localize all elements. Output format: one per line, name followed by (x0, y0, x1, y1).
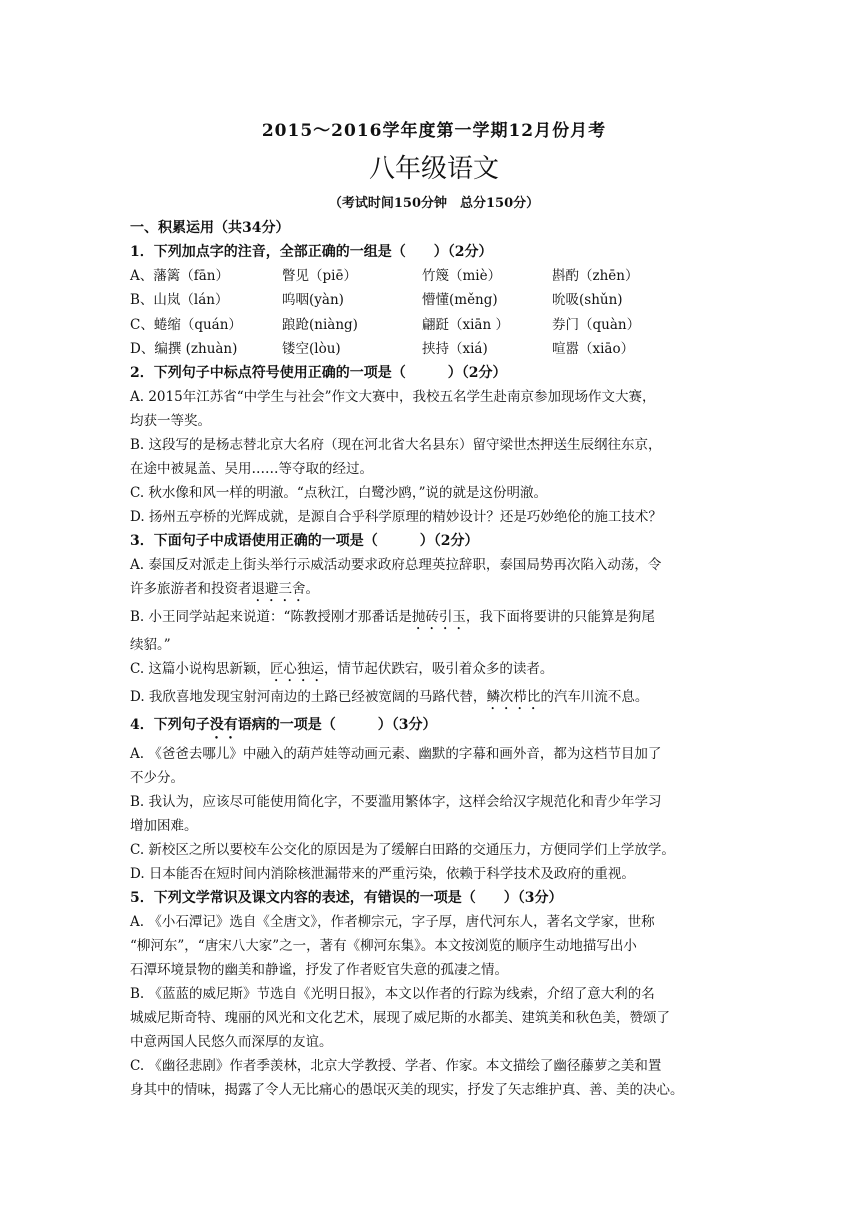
question-5-title: 5．下列文学常识及课文内容的表述，有错误的一项是（ ）（3分） (130, 890, 563, 907)
q3-c-text: C. 这篇小说构思新颖， (130, 661, 270, 678)
exam-page (130, 118, 738, 1102)
q3-a-end: 。 (305, 581, 319, 598)
question-1-title: 1．下列加点字的注音，全部正确的一组是（ ）（2分） (130, 244, 493, 260)
q1-b-4: 吮吸(shǔn) (552, 292, 623, 309)
question-3-title: 3．下面句子中成语使用正确的一项是（ ）（2分） (130, 533, 479, 550)
q2-option-a-line-2: 均获一等奖。 (130, 413, 211, 430)
q4-option-a-line-1: A. 《爸爸去哪儿》中融入的葫芦娃等动画元素、幽默的字幕和画外音，都为这档节目加了 (130, 746, 662, 763)
q4-option-c: C. 新校区之所以要校车公交化的原因是为了缓解白田路的交通压力，方便同学们上学放学。 (130, 842, 675, 859)
q5-option-c-line-1: C. 《幽径悲剧》作者季羡林，北京大学教授、学者、作家。本文描绘了幽径藤萝之美和置 (130, 1058, 662, 1075)
q3-a-text: 许多旅游者和投资者 (130, 581, 252, 598)
q4-title-emphasis: 没有 (209, 717, 238, 734)
q2-option-a-line-1: A. 2015年江苏省“中学生与社会”作文大赛中，我校五名学生赴南京参加现场作文大赛， (130, 389, 656, 406)
q1-c-4: 券门（quàn） (552, 316, 641, 333)
q1-c-3: 翩跹（xiān ） (422, 316, 509, 333)
q5-option-b-line-1: B. 《蓝蓝的威尼斯》节选自《光明日报》，本文以作者的行踪为线索，介绍了意大利的名 (130, 986, 655, 1003)
q3-c-end: ，情节起伏跌宕，吸引着众多的读者。 (323, 661, 554, 678)
q3-d-idiom: 鳞次栉比 (486, 689, 541, 706)
q1-a-2: 瞥见（piē） (282, 268, 357, 284)
q4-option-d: D. 日本能否在短时间内消除核泄漏带来的严重污染，依赖于科学技术及政府的重视。 (130, 866, 635, 883)
q3-option-a-line-2 (130, 577, 738, 605)
q1-option-d-row (130, 337, 738, 361)
q4-option-b-line-1: B. 我认为，应该尽可能使用简化字，不要滥用繁体字，这样会给汉字规范化和青少年学习 (130, 794, 662, 811)
q3-b-idiom: 抛砖引玉 (411, 609, 466, 626)
q3-c-idiom: 匠心独运 (269, 661, 324, 678)
q1-d-3: 挟持（xiá) (422, 340, 488, 357)
q5-option-b-line-3: 中意两国人民悠久而深厚的友谊。 (130, 1034, 333, 1051)
q3-a-idiom: 退避三舍 (251, 581, 306, 598)
q3-d-end: 的汽车川流不息。 (540, 689, 649, 706)
q1-d-4: 喧嚣（xiāo） (552, 340, 635, 357)
q3-option-d (130, 685, 738, 713)
section-title: 一、积累运用（共34分） (130, 220, 290, 236)
q2-option-b-line-1: B. 这段写的是杨志替北京大名府（现在河北省大名县东）留守梁世杰押送生辰纲往东京， (130, 437, 662, 454)
q5-option-c-line-2: 身其中的情味，揭露了令人无比痛心的愚氓灭美的现实，抒发了矢志维护真、善、美的决心。 (130, 1082, 684, 1099)
question-4-title (130, 713, 738, 742)
q1-option-b-row (130, 288, 738, 312)
question-2-title: 2．下列句子中标点符号使用正确的一项是（ ）（2分） (130, 365, 507, 382)
q1-c-1: C、蜷缩（quán） (130, 316, 242, 333)
q3-option-b-line-1 (130, 605, 738, 633)
q5-option-a-line-1: A. 《小石潭记》选自《全唐文》，作者柳宗元，字子厚，唐代河东人，著名文学家，世称 (130, 914, 655, 931)
q3-option-c (130, 657, 738, 685)
q3-d-text: D. 我欣喜地发现宝射河南边的土路已经被宽阔的马路代替， (130, 689, 487, 706)
q1-b-2: 呜咽(yàn) (282, 292, 344, 309)
q2-option-b-line-2: 在途中被晁盖、吴用……等夺取的经过。 (130, 461, 373, 478)
q4-title-start: 4．下列句子 (130, 717, 210, 734)
q1-d-1: D、编撰 (zhuàn) (130, 340, 238, 357)
q3-option-b-line-2: 续貂。” (130, 637, 171, 654)
q1-a-3: 竹篾（miè） (422, 268, 502, 284)
q1-a-1: A、藩篱（fān） (130, 268, 229, 284)
subject-title: 八年级语文 (368, 154, 499, 184)
q5-option-a-line-2: “柳河东”，“唐宋八大家”之一，著有《柳河东集》。本文按浏览的顺序生动地描写出小 (130, 938, 637, 955)
q4-option-b-line-2: 增加困难。 (130, 818, 198, 835)
exam-title: 2015～2016学年度第一学期12月份月考 (261, 121, 607, 141)
q1-option-c-row (130, 313, 738, 337)
q3-option-a-line-1: A. 泰国反对派走上街头举行示威活动要求政府总理英拉辞职，泰国局势再次陷入动荡，令 (130, 557, 662, 574)
q3-b-text: B. 小王同学站起来说道：“陈教授刚才那番话是 (130, 609, 412, 626)
q5-option-a-line-3: 石潭环境景物的幽美和静谧，抒发了作者贬官失意的孤凄之情。 (130, 962, 508, 979)
q1-a-4: 斟酌（zhēn） (552, 268, 639, 284)
q3-b-end: ，我下面将要讲的只能算是狗尾 (465, 609, 655, 626)
q1-b-1: B、山岚（lán） (130, 292, 229, 309)
q4-option-a-line-2: 不少分。 (130, 770, 184, 787)
q1-d-2: 镂空(lòu) (282, 340, 341, 357)
q1-c-2: 踉跄(niàng) (282, 316, 358, 333)
q4-title-end: 语病的一项是（ ）（3分） (237, 717, 437, 734)
q1-option-a-row (130, 264, 738, 288)
q1-b-3: 懵懂(měng) (422, 292, 498, 309)
exam-meta: （考试时间150分钟 总分150分） (328, 196, 540, 211)
q2-option-c: C. 秋水像和风一样的明澈。“点秋江，白鹭沙鸥，”说的就是这份明澈。 (130, 485, 547, 502)
q2-option-d: D. 扬州五亭桥的光辉成就，是源自合乎科学原理的精妙设计？还是巧妙绝伦的施工技术？ (130, 509, 662, 526)
q5-option-b-line-2: 城威尼斯奇特、瑰丽的风光和文化艺术，展现了威尼斯的水都美、建筑美和秋色美，赞颂了 (130, 1010, 670, 1027)
